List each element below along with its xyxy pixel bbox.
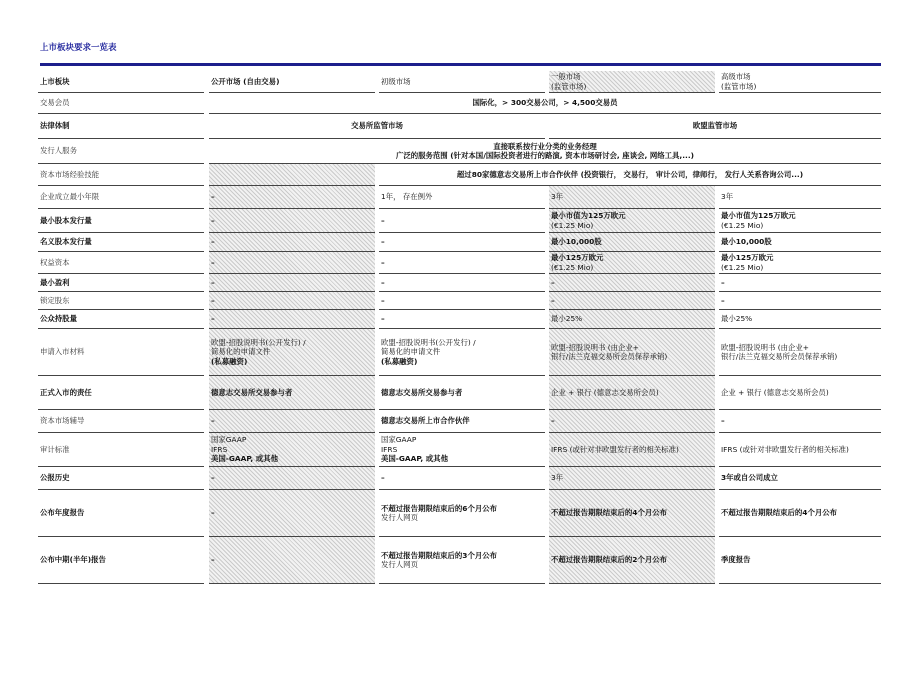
cell-general-standard: 最小125万欧元 (€1.25 Mio) — [549, 252, 715, 274]
cell-entry-standard: – — [379, 292, 545, 310]
header-label: 上市板块 — [38, 71, 204, 93]
cell-prime-standard: 企业 + 银行 (德意志交易所会员) — [719, 376, 881, 410]
cell-entry-standard: – — [379, 467, 545, 490]
row-right-value: 欧盟监管市场 — [549, 114, 881, 139]
cell-prime-standard: 最小125万欧元 (€1.25 Mio) — [719, 252, 881, 274]
row-label: 审计标准 — [38, 433, 204, 467]
cell-general-standard: IFRS (或针对非欧盟发行者的相关标准) — [549, 433, 715, 467]
cell-entry-standard: – — [379, 274, 545, 292]
title-divider — [40, 63, 881, 66]
row-label: 锁定股东 — [38, 292, 204, 310]
cell-prime-standard: 最小10,000股 — [719, 233, 881, 252]
cell-general-standard: – — [549, 274, 715, 292]
cell-general-standard: 3年 — [549, 186, 715, 209]
row-label: 公报历史 — [38, 467, 204, 490]
cell-prime-standard: IFRS (或针对非欧盟发行者的相关标准) — [719, 433, 881, 467]
table-row — [0, 93, 920, 114]
row-label: 公众持股量 — [38, 310, 204, 329]
cell-entry-standard: 德意志交易所交易参与者 — [379, 376, 545, 410]
cell-open-market: – — [209, 252, 375, 274]
table-row — [0, 467, 920, 490]
row-label: 申请入市材料 — [38, 329, 204, 376]
table-row — [0, 186, 920, 209]
table-row — [0, 233, 920, 252]
row-label: 公布中期(半年)报告 — [38, 537, 204, 584]
row-label: 公布年度报告 — [38, 490, 204, 537]
cell-open-market: – — [209, 537, 375, 584]
header-open-market: 公开市场 (自由交易) — [209, 71, 375, 93]
cell-open-market: – — [209, 186, 375, 209]
table-header-row — [0, 71, 920, 93]
table-row — [0, 139, 920, 164]
cell-prime-standard: 不超过报告期限结束后的4个月公布 — [719, 490, 881, 537]
cell-open-market: 国家GAAP IFRS 美国-GAAP, 或其他 — [209, 433, 375, 467]
row-label: 名义股本发行量 — [38, 233, 204, 252]
cell-general-standard: – — [549, 410, 715, 433]
cell-prime-standard: 季度报告 — [719, 537, 881, 584]
table-row — [0, 329, 920, 376]
cell-entry-standard: – — [379, 209, 545, 233]
row-label: 最小股本发行量 — [38, 209, 204, 233]
header-entry-standard: 初级市场 — [379, 71, 545, 93]
cell-general-standard: 3年 — [549, 467, 715, 490]
cell-open-market: – — [209, 410, 375, 433]
cell-general-standard: 企业 + 银行 (德意志交易所会员) — [549, 376, 715, 410]
table-row — [0, 433, 920, 467]
table-row — [0, 209, 920, 233]
cell-open-market: – — [209, 292, 375, 310]
cell-entry-standard: 国家GAAP IFRS 美国-GAAP, 或其他 — [379, 433, 545, 467]
cell-entry-standard: – — [379, 252, 545, 274]
cell-open-market: – — [209, 274, 375, 292]
cell-entry-standard: 欧盟-招股说明书(公开发行) / 简易化的申请文件 (私募融资) — [379, 329, 545, 376]
cell-entry-standard: – — [379, 310, 545, 329]
cell-entry-standard: 不超过报告期限结束后的6个月公布 发行人网页 — [379, 490, 545, 537]
cell-prime-standard: – — [719, 274, 881, 292]
row-label: 法律体制 — [38, 114, 204, 139]
cell-general-standard: 不超过报告期限结束后的4个月公布 — [549, 490, 715, 537]
table-row — [0, 274, 920, 292]
header-prime-standard: 高级市场 (监管市场) — [719, 71, 881, 93]
cell-general-standard: 最小市值为125万欧元 (€1.25 Mio) — [549, 209, 715, 233]
cell-entry-standard: 不超过报告期限结束后的3个月公布 发行人网页 — [379, 537, 545, 584]
row-label: 正式入市的责任 — [38, 376, 204, 410]
cell-open-market: – — [209, 467, 375, 490]
cell-open-market: 欧盟-招股说明书(公开发行) / 简易化的申请文件 (私募融资) — [209, 329, 375, 376]
table-row — [0, 292, 920, 310]
table-row — [0, 376, 920, 410]
table-row — [0, 114, 920, 139]
cell-entry-standard: – — [379, 233, 545, 252]
table-row — [0, 490, 920, 537]
row-label: 企业成立最小年限 — [38, 186, 204, 209]
header-general-standard: 一般市场 (监管市场) — [549, 71, 715, 93]
cell-open-market: – — [209, 310, 375, 329]
page-title: 上市板块要求一览表 — [40, 43, 117, 53]
table-row — [0, 410, 920, 433]
row-label: 最小盈利 — [38, 274, 204, 292]
row-span-value: 国际化，> 300交易公司，> 4,500交易员 — [209, 93, 881, 114]
row-left-value: 交易所监管市场 — [209, 114, 545, 139]
cell-entry-standard: 1年， 存在例外 — [379, 186, 545, 209]
cell-general-standard: 不超过报告期限结束后的2个月公布 — [549, 537, 715, 584]
cell-open-market: – — [209, 233, 375, 252]
row-label: 交易会员 — [38, 93, 204, 114]
row-label: 发行人服务 — [38, 139, 204, 164]
row-label: 资本市场辅导 — [38, 410, 204, 433]
cell-open-market: – — [209, 490, 375, 537]
cell-general-standard: – — [549, 292, 715, 310]
cell-entry-standard: 德意志交易所上市合作伙伴 — [379, 410, 545, 433]
row-span-value: 直接联系按行业分类的业务经理 广泛的服务范围 (针对本国/国际投资者进行的路演, 资本市场研讨会, 座谈会, 网络工具,...) — [209, 139, 881, 164]
row-rest-value: 超过80家德意志交易所上市合作伙伴 (投资银行， 交易行， 审计公司，律师行， 发行人关系咨询公司...) — [379, 164, 881, 186]
cell-open-market: – — [209, 209, 375, 233]
table-row — [0, 537, 920, 584]
row-label: 资本市场经验技能 — [38, 164, 204, 186]
cell-prime-standard: – — [719, 410, 881, 433]
cell-prime-standard: 最小25% — [719, 310, 881, 329]
cell-open-market: 德意志交易所交易参与者 — [209, 376, 375, 410]
cell-prime-standard: 3年 — [719, 186, 881, 209]
cell-prime-standard: 最小市值为125万欧元 (€1.25 Mio) — [719, 209, 881, 233]
cell-prime-standard: 3年或自公司成立 — [719, 467, 881, 490]
cell-open-market — [209, 164, 375, 186]
table-row — [0, 164, 920, 186]
table-row — [0, 252, 920, 274]
cell-prime-standard: 欧盟-招股说明书 (由企业+ 银行/法兰克福交易所会员保荐承销) — [719, 329, 881, 376]
table-row — [0, 310, 920, 329]
cell-general-standard: 最小10,000股 — [549, 233, 715, 252]
cell-general-standard: 最小25% — [549, 310, 715, 329]
cell-general-standard: 欧盟-招股说明书 (由企业+ 银行/法兰克福交易所会员保荐承销) — [549, 329, 715, 376]
row-label: 权益资本 — [38, 252, 204, 274]
cell-prime-standard: – — [719, 292, 881, 310]
